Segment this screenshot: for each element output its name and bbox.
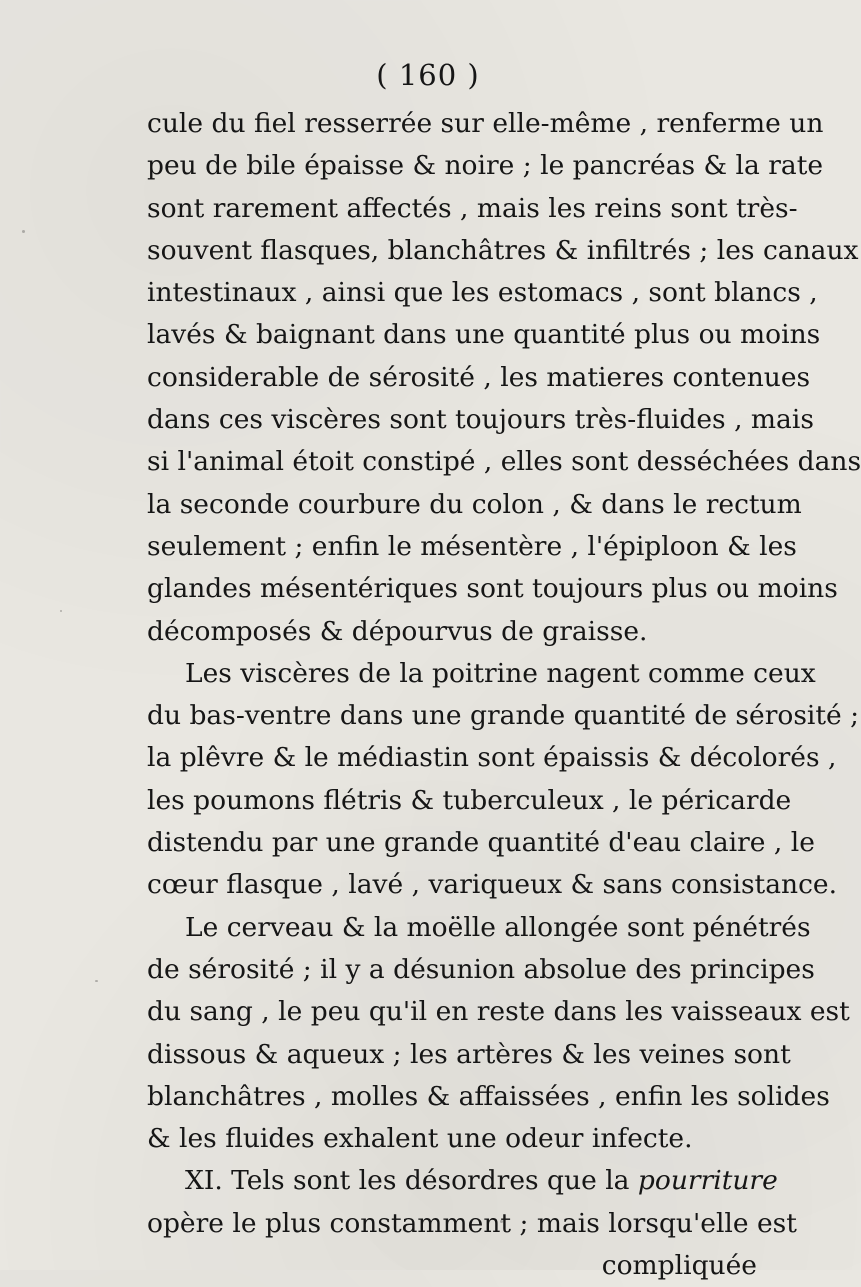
text-line: seulement ; enfin le mésentère , l'épiploon & les xyxy=(147,530,797,562)
paragraph-start-line: Le cerveau & la moëlle allongée sont pénétrés xyxy=(185,911,811,943)
text-line: cœur flasque , lavé , variqueux & sans consistance. xyxy=(147,869,838,901)
text-line: peu de bile épaisse & noire ; le pancréas & la rate xyxy=(147,150,824,182)
text-line: dissous & aqueux ; les artères & les veines sont xyxy=(147,1038,791,1070)
text-line: la seconde courbure du colon , & dans le rectum xyxy=(147,488,802,520)
text-line: la plêvre & le médiastin sont épaissis & décolorés , xyxy=(147,742,837,774)
text-line: souvent flasques, blanchâtres & infiltrés ; les canaux xyxy=(147,234,859,266)
text-line: décomposés & dépourvus de graisse. xyxy=(147,615,648,647)
paper-speck xyxy=(60,610,62,612)
catchword: compliquée xyxy=(601,1250,757,1282)
paper-speck xyxy=(22,230,25,233)
body-text xyxy=(147,103,861,1287)
text-line: intestinaux , ainsi que les estomacs , sont blancs , xyxy=(147,277,818,309)
text-segment: XI. Tels sont les désordres que la xyxy=(185,1165,630,1197)
italic-word: pourriture xyxy=(637,1165,778,1197)
text-line: & les fluides exhalent une odeur infecte. xyxy=(147,1123,693,1155)
text-line: dans ces viscères sont toujours très-fluides , mais xyxy=(147,404,814,436)
paragraph-start-line: Les viscères de la poitrine nagent comme ceux xyxy=(185,657,816,689)
text-line: considerable de sérosité , les matieres contenues xyxy=(147,361,811,393)
text-line: les poumons flétris & tuberculeux , le péricarde xyxy=(147,784,792,816)
paper-speck xyxy=(500,1220,503,1223)
paper-speck xyxy=(770,420,772,423)
page-number: ( 160 ) xyxy=(376,58,480,92)
text-line: blanchâtres , molles & affaissées , enfin les solides xyxy=(147,1080,830,1112)
text-line: du sang , le peu qu'il en reste dans les vaisseaux est xyxy=(147,996,850,1028)
text-line: du bas-ventre dans une grande quantité de sérosité ; xyxy=(147,700,860,732)
text-line: distendu par une grande quantité d'eau claire , le xyxy=(147,827,815,859)
text-line: sont rarement affectés , mais les reins sont très- xyxy=(147,192,798,224)
text-line: si l'animal étoit constipé , elles sont desséchées dans xyxy=(147,446,861,478)
text-line: glandes mésentériques sont toujours plus ou moins xyxy=(147,573,838,605)
text-line: cule du fiel resserrée sur elle-même , renferme un xyxy=(147,108,824,139)
text-line: de sérosité ; il y a désunion absolue des principes xyxy=(147,953,815,985)
paper-speck xyxy=(95,980,98,982)
text-line: opère le plus constamment ; mais lorsqu'elle est xyxy=(147,1207,797,1239)
paragraph-start-line xyxy=(147,1160,778,1202)
text-line: lavés & baignant dans une quantité plus ou moins xyxy=(147,319,821,351)
